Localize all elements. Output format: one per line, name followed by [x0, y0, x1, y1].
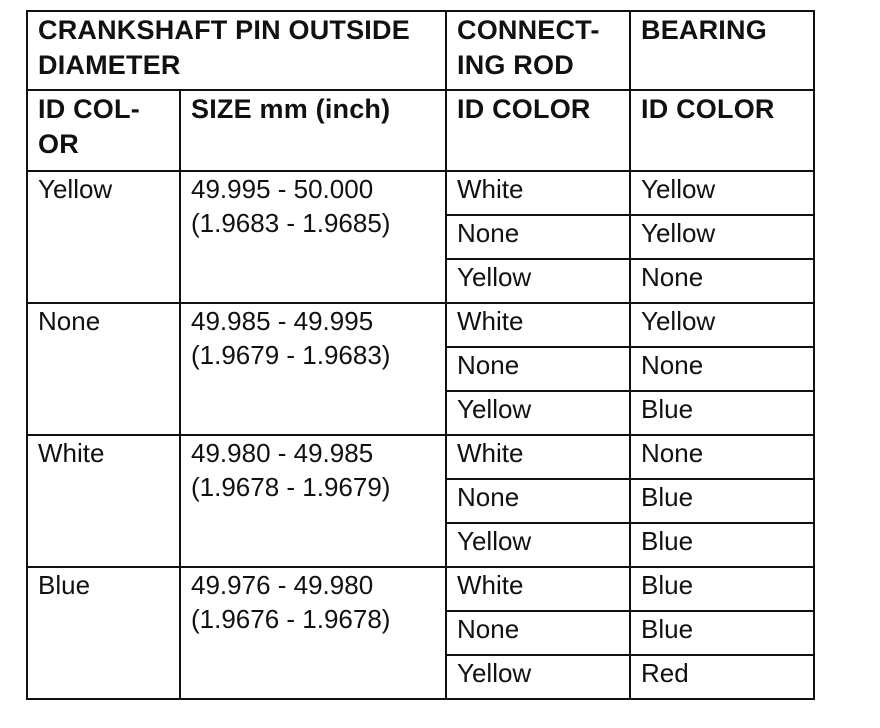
- rod-id-color-cell: None: [446, 479, 630, 523]
- bearing-id-color-cell: None: [630, 259, 814, 303]
- header-bearing-label: BEARING: [641, 15, 767, 45]
- bearing-id-color-cell: None: [630, 347, 814, 391]
- rod-id-color-cell: None: [446, 215, 630, 259]
- header-connecting-rod-line-1: CONNECT-: [457, 15, 600, 45]
- header-connecting-rod-line-2: ING ROD: [457, 50, 574, 80]
- bearing-id-color-cell: Yellow: [630, 215, 814, 259]
- bearing-id-color-cell: Yellow: [630, 303, 814, 347]
- size-cell: [180, 171, 446, 303]
- crank-id-color-cell: [27, 435, 180, 567]
- crank-id-color-value: White: [38, 438, 105, 468]
- crank-id-color-cell: [27, 303, 180, 435]
- size-mm-value: 49.980 - 49.985: [191, 438, 374, 468]
- rod-id-color-cell: White: [446, 303, 630, 347]
- table-row: [27, 435, 814, 479]
- bearing-id-color-cell: None: [630, 435, 814, 479]
- bearing-id-color-cell: Blue: [630, 391, 814, 435]
- header-rod-id-color: [446, 90, 630, 171]
- table-row: [27, 171, 814, 215]
- header-size: [180, 90, 446, 171]
- size-mm-value: 49.985 - 49.995: [191, 306, 374, 336]
- header-crankshaft-pin-outside-diameter: [27, 11, 446, 90]
- header-bearing-id-color-label: ID COLOR: [641, 94, 775, 124]
- header-bearing: [630, 11, 814, 90]
- size-cell: [180, 303, 446, 435]
- size-mm-value: 49.976 - 49.980: [191, 570, 374, 600]
- header-connecting-rod: [446, 11, 630, 90]
- crank-id-color-value: Yellow: [38, 174, 113, 204]
- bearing-id-color-cell: Blue: [630, 523, 814, 567]
- header-size-label: SIZE mm (inch): [191, 94, 391, 124]
- crank-id-color-value: Blue: [38, 570, 91, 600]
- bearing-id-color-cell: Yellow: [630, 171, 814, 215]
- bearing-id-color-cell: Red: [630, 655, 814, 699]
- size-inch-value: (1.9683 - 1.9685): [191, 208, 391, 238]
- crank-id-color-cell: [27, 171, 180, 303]
- rod-id-color-cell: White: [446, 435, 630, 479]
- header-crank-id-color-line-2: OR: [38, 129, 79, 159]
- crank-id-color-cell: [27, 567, 180, 699]
- header-crankshaft-line-2: DIAMETER: [38, 50, 181, 80]
- size-inch-value: (1.9676 - 1.9678): [191, 604, 391, 634]
- rod-id-color-cell: Yellow: [446, 523, 630, 567]
- bearing-id-color-cell: Blue: [630, 479, 814, 523]
- size-mm-value: 49.995 - 50.000: [191, 174, 374, 204]
- rod-id-color-cell: None: [446, 347, 630, 391]
- rod-id-color-cell: Yellow: [446, 391, 630, 435]
- header-bearing-id-color: [630, 90, 814, 171]
- header-crankshaft-line-1: CRANKSHAFT PIN OUTSIDE: [38, 15, 410, 45]
- header-crank-id-color-line-1: ID COL-: [38, 94, 140, 124]
- header-rod-id-color-label: ID COLOR: [457, 94, 591, 124]
- crank-id-color-value: None: [38, 306, 101, 336]
- rod-id-color-cell: White: [446, 171, 630, 215]
- size-cell: [180, 435, 446, 567]
- header-crank-id-color: [27, 90, 180, 171]
- size-inch-value: (1.9678 - 1.9679): [191, 472, 391, 502]
- header-row-2: [27, 90, 814, 171]
- table-row: [27, 303, 814, 347]
- rod-id-color-cell: Yellow: [446, 259, 630, 303]
- table-row: [27, 567, 814, 611]
- bearing-selection-table: [26, 10, 815, 700]
- size-cell: [180, 567, 446, 699]
- rod-id-color-cell: None: [446, 611, 630, 655]
- bearing-id-color-cell: Blue: [630, 611, 814, 655]
- rod-id-color-cell: Yellow: [446, 655, 630, 699]
- rod-id-color-cell: White: [446, 567, 630, 611]
- bearing-id-color-cell: Blue: [630, 567, 814, 611]
- header-row-1: [27, 11, 814, 90]
- size-inch-value: (1.9679 - 1.9683): [191, 340, 391, 370]
